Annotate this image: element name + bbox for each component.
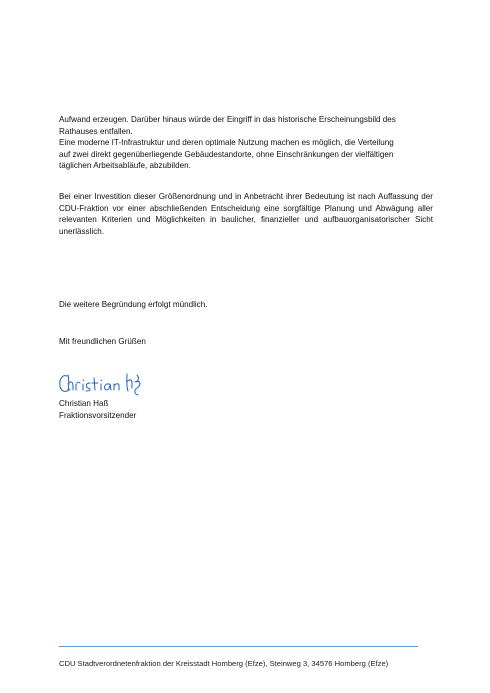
paragraph-1-line-4: auf zwei direkt gegenüberliegende Gebäudestandorte, ohne Einschränkungen der vielfältigen <box>59 149 394 159</box>
footer-divider <box>59 646 418 647</box>
signature-block <box>59 398 136 421</box>
paragraph-1-line-1: Aufwand erzeugen. Darüber hinaus würde der Eingriff in das historische Erscheinungsbild des <box>59 115 396 124</box>
paragraph-1-line-3: Eine moderne IT-Infrastruktur und deren optimale Nutzung machen es möglich, die Verteilung <box>59 138 394 148</box>
footer-address: CDU Stadtverordnetenfraktion der Kreisstadt Homberg (Efze), Steinweg 3, 34576 Homberg (Efze) <box>59 659 389 668</box>
signer-title: Fraktionsvorsitzender <box>59 410 137 420</box>
paragraph-1-line-2: Rathauses entfallen. <box>59 126 133 136</box>
closing-salutation: Mit freundlichen Grüßen <box>59 337 146 346</box>
paragraph-1-line-5: täglichen Arbeitsabläufe, abzubilden. <box>59 161 191 171</box>
handwritten-signature <box>57 366 147 398</box>
signer-name: Christian Haß <box>59 399 109 408</box>
letter-paragraph-2: Bei einer Investition dieser Größenordnung und in Anbetracht ihrer Bedeutung ist nach Auffassung der CDU-Fraktion vor einer abschließenden Entscheidung eine sorgfältige Planung und Abwägung aller relevanten Kriterien und Möglichkeiten in baulicher, finanzieller und aufbauorganisatorischer Sicht unerlässlich. <box>59 192 433 236</box>
letter-paragraph-3: Die weitere Begründung erfolgt mündlich. <box>59 300 208 309</box>
letter-paragraph-1 <box>59 114 433 172</box>
